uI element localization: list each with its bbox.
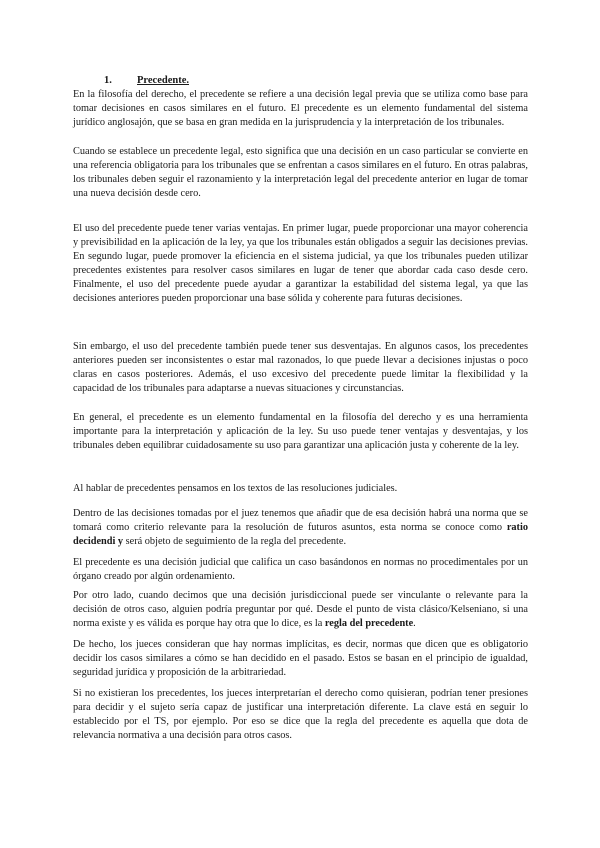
regla-precedente-term: regla del precedente (324, 618, 414, 630)
paragraph-conclusion: Si no existieran los precedentes, los jueces interpretarían el derecho como quisieran, podrían tener presiones para decidir y el sujeto sería capaz de justificar una interpretación diferente. La clave está en seguir lo establecido por el TS, por ejemplo. Por eso se dice que la regla del precedente es aquella que dota de relevancia normativa a una decisión para otros casos. (73, 688, 528, 742)
paragraph-kelsen: Por otro lado, cuando decimos que una decisión jurisdiccional puede ser vinculante o relevante para la decisión de otros caso, alguien podría preguntar por qué. Desde el punto de vista clásico/Kelseniano, si una norma existe y es válida es porque hay otra que lo dice, es la regla del precedente. (73, 590, 528, 630)
section-number: 1. (104, 75, 112, 86)
ratio-decidendi-term: ratio decidendi y (73, 522, 528, 548)
paragraph-general: En general, el precedente es un elemento fundamental en la filosofía del derecho y es una herramienta importante para la interpretación y aplicación de la ley. Su uso puede tener ventajas y desventajas, y los tribunales deben equilibrar cuidadosamente su uso para garantizar una aplicación justa y coherente de la ley. (73, 412, 528, 452)
paragraph-judicial-decision: El precedente es una decisión judicial que califica un caso basándonos en normas no procedimentales por un órgano creado por algún ordenamiento. (73, 557, 528, 583)
section-title: Precedente. (137, 75, 189, 86)
paragraph-ratio-decidendi: Dentro de las decisiones tomadas por el juez tenemos que añadir que de esa decisión habrá una norma que se tomará como criterio relevante para la resolución de futuros asuntos, esta norma se conoce como ratio decidendi y será objeto de seguimiento de la regla del precedente. (73, 508, 528, 548)
paragraph-establishment: Cuando se establece un precedente legal, esto significa que una decisión en un caso particular se convierte en una referencia obligatoria para los tribunales que se enfrentan a casos similares en el futuro. En otras palabras, los tribunales deben seguir el razonamiento y la interpretación legal del precedente anterior en lugar de tomar una nueva decisión desde cero. (73, 146, 528, 200)
paragraph-resolutions: Al hablar de precedentes pensamos en los textos de las resoluciones judiciales. (73, 483, 398, 494)
paragraph-definition: En la filosofía del derecho, el precedente se refiere a una decisión legal previa que se utiliza como base para tomar decisiones en casos similares en el futuro. El precedente es un elemento fundamental del sistema jurídico anglosajón, que se basa en gran medida en la jurisprudencia y la interpretación de los tribunales. (73, 89, 528, 129)
section-heading (104, 74, 189, 87)
paragraph-disadvantages: Sin embargo, el uso del precedente también puede tener sus desventajas. En algunos casos, los precedentes anteriores pueden ser inconsistentes o estar mal razonados, lo que puede llevar a decisiones injustas o poco claras en casos posteriores. Además, el uso excesivo del precedente puede limitar la flexibilidad y la capacidad de los tribunales para adaptarse a nuevas situaciones y circunstancias. (73, 341, 528, 395)
paragraph-implicit-norms: De hecho, los jueces consideran que hay normas implícitas, es decir, normas que dicen que es obligatorio decidir los casos similares a cómo se han decidido en el pasado. Estos se basan en el principio de igualdad, seguridad jurídica y proposición de la arbitrariedad. (73, 639, 528, 679)
paragraph-advantages: El uso del precedente puede tener varias ventajas. En primer lugar, puede proporcionar una mayor coherencia y previsibilidad en la aplicación de la ley, ya que los tribunales están obligados a seguir las decisiones previas. En segundo lugar, puede promover la eficiencia en el sistema judicial, ya que los tribunales pueden utilizar precedentes existentes para resolver casos similares en lugar de tener que abordar cada caso desde cero. Finalmente, el uso del precedente puede ayudar a garantizar la estabilidad del sistema legal, ya que las decisiones anteriores pueden proporcionar una base sólida y coherente para futuras decisiones. (73, 223, 528, 305)
